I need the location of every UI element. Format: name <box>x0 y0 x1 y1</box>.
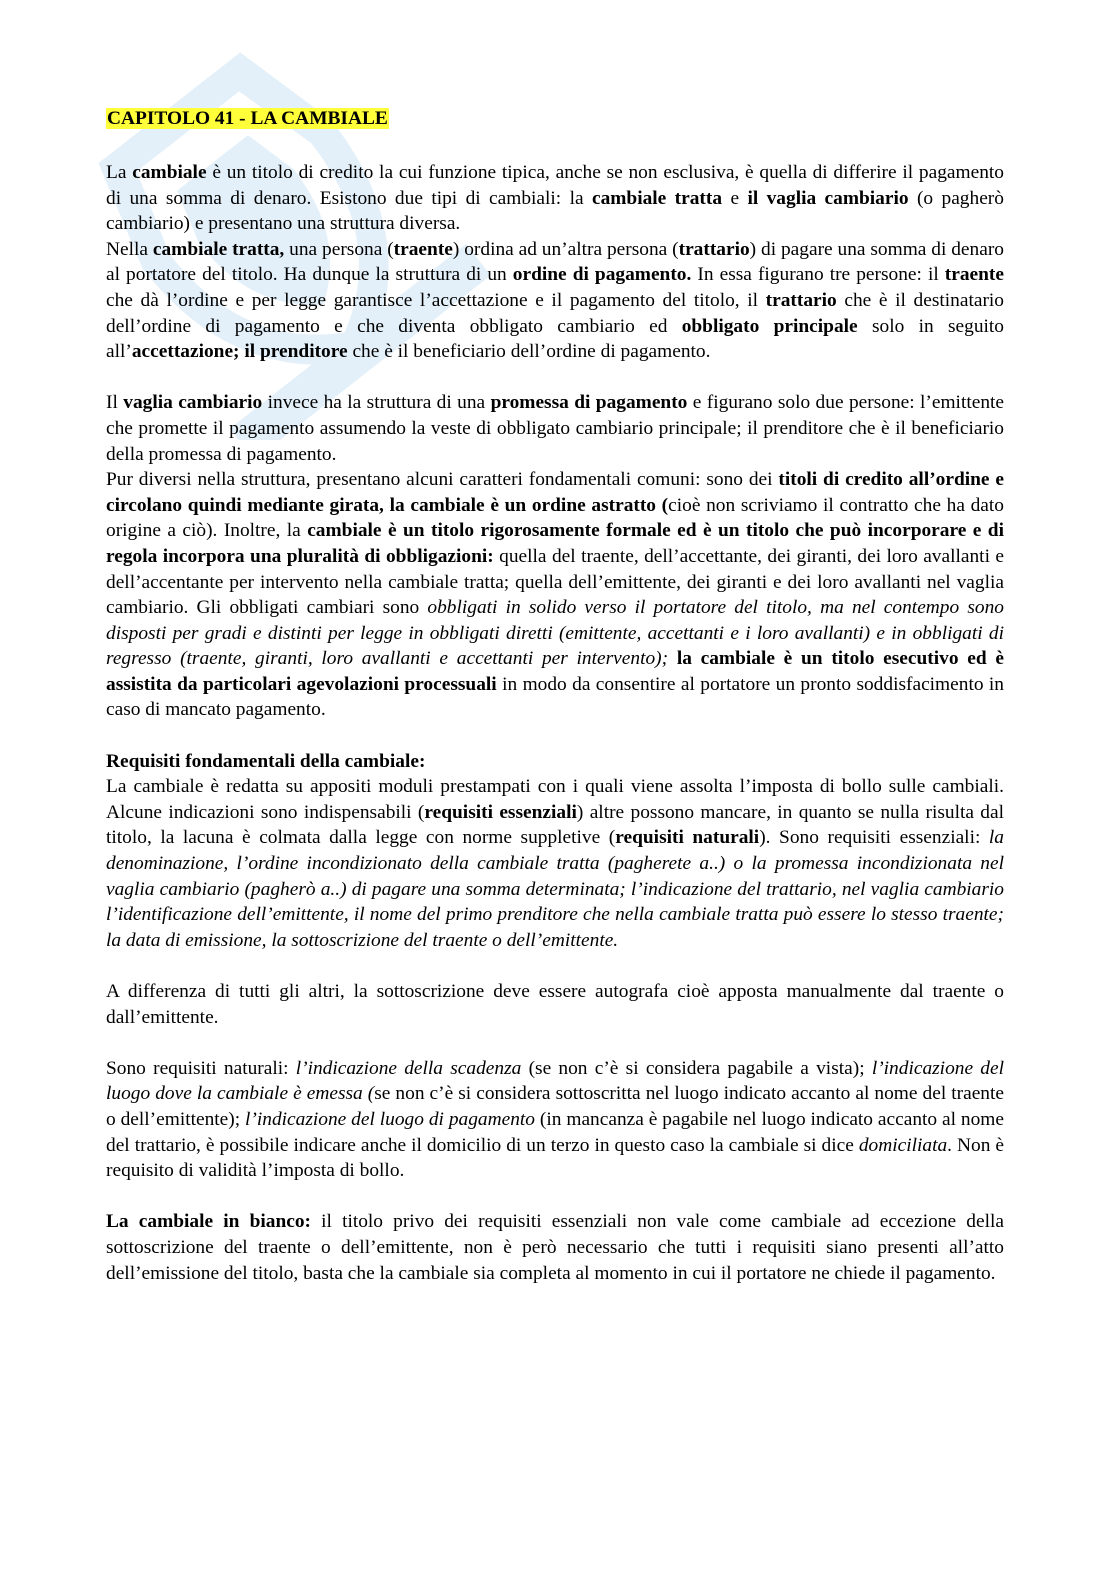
paragraph-requisiti-naturali: Sono requisiti naturali: l’indicazione della scadenza (se non c’è si considera pagabile a vista); l’indicazione del luogo dove la cambiale è emessa (se non c’è si considera sottoscritta nel luogo indicato accanto al nome del traente o dell’emittente); l’indicazione del luogo di pagamento (in mancanza è pagabile nel luogo indicato accanto al nome del trattario, è possibile indicare anche il domicilio di un terzo in questo caso la cambiale si dice domiciliata. Non è requisito di validità l’imposta di bollo. <box>106 1057 1005 1182</box>
paragraph-vaglia-cambiario: Il vaglia cambiario invece ha la struttura di una promessa di pagamento e figurano solo due persone: l’emittente che promette il pagamento assumendo la veste di obbligato cambiario principale; il prenditore che è il beneficiario della promessa di pagamento. <box>106 392 1005 465</box>
paragraph-requisiti-essenziali: La cambiale è redatta su appositi moduli prestampati con i quali viene assolta l’imposta di bollo sulle cambiali. Alcune indicazioni sono indispensabili (requisiti essenziali) altre possono mancare, in quanto se nulla risulta dal titolo, la lacuna è colmata dalla legge con norme suppletive (requisiti naturali). Sono requisiti essenziali: la denominazione, l’ordine incondizionato della cambiale tratta (pagherete a..) o la promessa incondizionata nel vaglia cambiario (pagherò a..) di pagare una somma determinata; l’indicazione del trattario, nel vaglia cambiario l’identificazione dell’emittente, il nome del primo prenditore che nella cambiale tratta può essere lo stesso traente; la data di emissione, la sottoscrizione del traente o dell’emittente. <box>106 776 1004 951</box>
paragraph-caratteri-comuni: Pur diversi nella struttura, presentano alcuni caratteri fondamentali comuni: sono dei titoli di credito all’ordine e circolano quindi mediante girata, la cambiale è un ordine astratto (cioè non scriviamo il contratto che ha dato origine a ciò). Inoltre, la cambiale è un titolo rigorosamente formale ed è un titolo che può incorporare e di regola incorpora una pluralità di obbligazioni: quella del traente, dell’accettante, dei giranti, dei loro avallanti e dell’accentante per intervento nella cambiale tratta; quella dell’emittente, dei giranti e dei loro avallanti nel vaglia cambiario. Gli obbligati cambiari sono obbligati in solido verso il portatore del titolo, ma nel contempo sono disposti per gradi e distinti per legge in obbligati diretti (emittente, accettanti e i loro avallanti) e in obbligati di regresso (traente, giranti, loro avallanti e accettanti per intervento); la cambiale è un titolo esecutivo ed è assistita da particolari agevolazioni processuali in modo da consentire al portatore un pronto soddisfacimento in caso di mancato pagamento. <box>106 469 1005 721</box>
chapter-title <box>106 104 1004 134</box>
paragraph-sottoscrizione: A differenza di tutti gli altri, la sottoscrizione deve essere autografa cioè apposta manualmente dal traente o dall’emittente. <box>106 981 1004 1028</box>
section-heading-requisiti: Requisiti fondamentali della cambiale: <box>106 750 426 772</box>
document-page <box>106 104 1004 1286</box>
paragraph-intro: La cambiale è un titolo di credito la cui funzione tipica, anche se non esclusiva, è quella di differire il pagamento di una somma di denaro. Esistono due tipi di cambiali: la cambiale tratta e il vaglia cambiario (o pagherò cambiario) e presentano una struttura diversa. <box>106 162 1004 235</box>
chapter-title-highlight: CAPITOLO 41 - LA CAMBIALE <box>107 108 388 129</box>
paragraph-cambiale-tratta: Nella cambiale tratta, una persona (traente) ordina ad un’altra persona (trattario) di pagare una somma di denaro al portatore del titolo. Ha dunque la struttura di un ordine di pagamento. In essa figurano tre persone: il traente che dà l’ordine e per legge garantisce l’accettazione e il pagamento del titolo, il trattario che è il destinatario dell’ordine di pagamento e che diventa obbligato cambiario ed obbligato principale solo in seguito all’accettazione; il prenditore che è il beneficiario dell’ordine di pagamento. <box>106 238 1004 363</box>
paragraph-cambiale-in-bianco: La cambiale in bianco: il titolo privo dei requisiti essenziali non vale come cambiale ad eccezione della sottoscrizione del traente o dell’emittente, non è però necessario che tutti i requisiti siano presenti all’atto dell’emissione del titolo, basta che la cambiale sia completa al momento in cui il portatore ne chiede il pagamento. <box>106 1211 1004 1284</box>
